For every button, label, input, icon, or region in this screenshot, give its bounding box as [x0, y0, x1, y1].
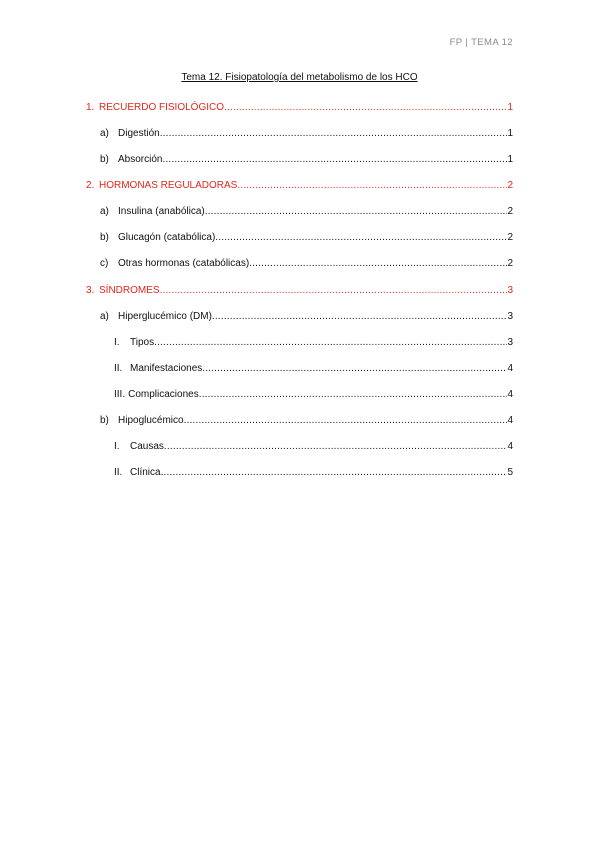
toc-entry-label: Otras hormonas (catabólicas): [118, 258, 250, 269]
toc-entry[interactable]: [0, 101, 599, 115]
toc-entry-number: 2.: [86, 180, 95, 191]
toc-entry-label: Causas: [130, 441, 164, 452]
toc-entry-page: 3: [507, 337, 513, 348]
toc-entry[interactable]: [0, 284, 599, 298]
toc-entry-page: 2: [507, 258, 513, 269]
toc-entry-label: Complicaciones: [128, 389, 199, 400]
toc-entry-label: Hipoglucémico: [118, 415, 184, 426]
toc-dot-leader: [160, 127, 508, 141]
toc-entry[interactable]: [0, 127, 599, 141]
toc-entry-page: 3: [507, 285, 513, 296]
toc-dot-leader: [212, 310, 508, 324]
toc-dot-leader: [161, 466, 508, 480]
toc-entry-number: III.: [114, 389, 126, 400]
toc-entry-label: Glucagón (catabólica): [118, 232, 216, 243]
toc-entry-number: b): [100, 232, 109, 243]
toc-entry-label: Insulina (anabólica): [118, 206, 205, 217]
toc-dot-leader: [237, 179, 507, 193]
toc-dot-leader: [162, 153, 507, 167]
toc-dot-leader: [205, 205, 508, 219]
toc-entry-label: SÍNDROMES: [99, 285, 160, 296]
toc-entry[interactable]: [0, 362, 599, 376]
toc-entry-number: b): [100, 154, 109, 165]
toc-entry[interactable]: [0, 205, 599, 219]
toc-dot-leader: [199, 388, 508, 402]
toc-entry-page: 4: [507, 441, 513, 452]
toc-entry-page: 2: [507, 232, 513, 243]
toc-entry-page: 2: [507, 180, 513, 191]
toc-entry[interactable]: [0, 414, 599, 428]
toc-entry-page: 2: [507, 206, 513, 217]
toc-entry[interactable]: [0, 231, 599, 245]
toc-dot-leader: [224, 101, 507, 115]
toc-entry-label: Clínica: [130, 467, 161, 478]
toc-entry-page: 4: [507, 415, 513, 426]
toc-entry[interactable]: [0, 388, 599, 402]
toc-entry-number: 3.: [86, 285, 95, 296]
toc-entry-number: a): [100, 311, 109, 322]
toc-entry-page: 5: [507, 467, 513, 478]
toc-entry-label: Manifestaciones: [130, 363, 203, 374]
toc-entry-label: Absorción: [118, 154, 163, 165]
toc-entry-page: 4: [507, 363, 513, 374]
toc-entry-page: 4: [507, 389, 513, 400]
toc-entry-label: Digestión: [118, 128, 160, 139]
toc-entry[interactable]: [0, 257, 599, 271]
toc-entry-number: b): [100, 415, 109, 426]
toc-entry-number: c): [100, 258, 109, 269]
toc-entry[interactable]: [0, 153, 599, 167]
toc-dot-leader: [184, 414, 508, 428]
toc-entry-page: 1: [507, 128, 513, 139]
toc-entry-page: 1: [507, 102, 513, 113]
toc-entry-label: Hiperglucémico (DM): [118, 311, 212, 322]
toc-entry-label: Tipos: [130, 337, 155, 348]
toc-entry-number: I.: [114, 441, 120, 452]
toc-entry-number: II.: [114, 467, 123, 478]
toc-entry[interactable]: [0, 466, 599, 480]
toc-dot-leader: [160, 284, 508, 298]
toc-entry-number: 1.: [86, 102, 95, 113]
toc-dot-leader: [249, 257, 507, 271]
toc-dot-leader: [164, 440, 508, 454]
toc-entry[interactable]: [0, 310, 599, 324]
page-header: FP | TEMA 12: [449, 37, 513, 48]
toc-entry-label: HORMONAS REGULADORAS: [99, 180, 238, 191]
toc-entry[interactable]: [0, 440, 599, 454]
toc-dot-leader: [215, 231, 507, 245]
toc-entry[interactable]: [0, 336, 599, 350]
toc-entry-number: II.: [114, 363, 123, 374]
toc-dot-leader: [202, 362, 507, 376]
toc-entry-page: 1: [507, 154, 513, 165]
toc-entry-label: RECUERDO FISIOLÓGICO: [99, 102, 225, 113]
toc-entry[interactable]: [0, 179, 599, 193]
toc-entry-number: I.: [114, 337, 120, 348]
document-title: Tema 12. Fisiopatología del metabolismo de los HCO: [181, 72, 418, 83]
toc-entry-number: a): [100, 128, 109, 139]
toc-dot-leader: [154, 336, 507, 350]
toc-entry-page: 3: [507, 311, 513, 322]
toc-entry-number: a): [100, 206, 109, 217]
